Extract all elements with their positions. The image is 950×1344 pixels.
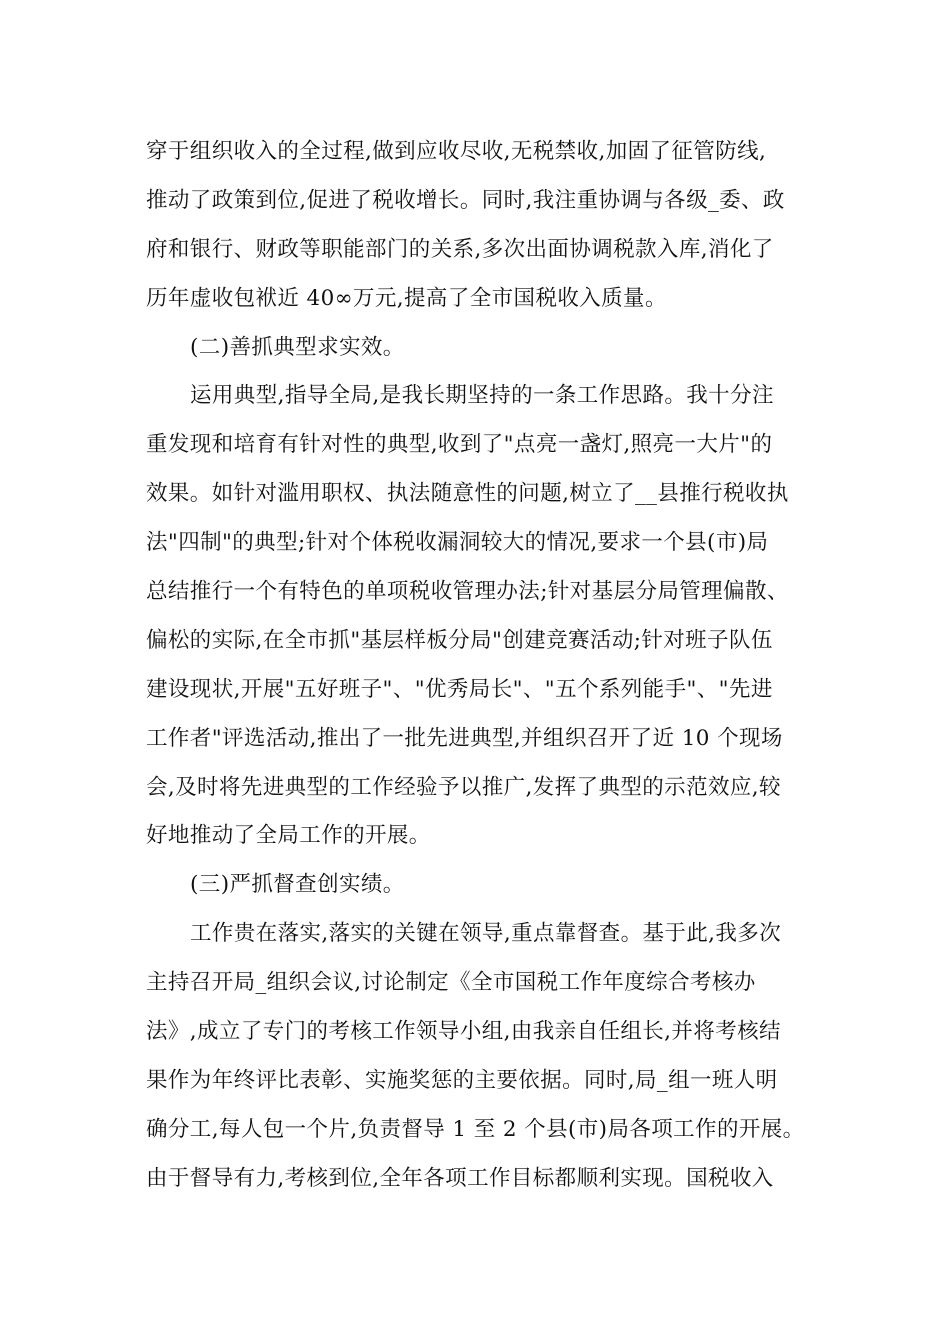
text-line: 效果。如针对滥用职权、执法随意性的问题,树立了__县推行税收执: [146, 481, 789, 507]
section-heading: (二)善抓典型求实效。: [190, 334, 405, 360]
text-line: 工作者"评选活动,推出了一批先进典型,并组织召开了近 10 个现场: [146, 725, 783, 751]
text-line: 府和银行、财政等职能部门的关系,多次出面协调税款入库,消化了: [146, 236, 774, 262]
text-line: 确分工,每人包一个片,负责督导 1 至 2 个县(市)局各项工作的开展。: [146, 1116, 805, 1142]
section-heading: (三)严抓督查创实绩。: [190, 872, 405, 898]
text-line: 总结推行一个有特色的单项税收管理办法;针对基层分局管理偏散、: [146, 579, 789, 605]
text-line: 历年虚收包袱近 40∞万元,提高了全市国税收入质量。: [146, 285, 667, 311]
paragraph-first-line: 工作贵在落实,落实的关键在领导,重点靠督查。基于此,我多次: [190, 921, 782, 947]
text-line: 好地推动了全局工作的开展。: [146, 823, 431, 849]
text-line: 建设现状,开展"五好班子"、"优秀局长"、"五个系列能手"、"先进: [146, 676, 773, 702]
text-line: 偏松的实际,在全市抓"基层样板分局"创建竞赛活动;针对班子队伍: [146, 627, 773, 653]
text-line: 推动了政策到位,促进了税收增长。同时,我注重协调与各级_委、政: [146, 187, 785, 213]
text-line: 法"四制"的典型;针对个体税收漏洞较大的情况,要求一个县(市)局: [146, 530, 769, 556]
text-line: 由于督导有力,考核到位,全年各项工作目标都顺利实现。国税收入: [146, 1165, 774, 1191]
text-line: 重发现和培育有针对性的典型,收到了"点亮一盏灯,照亮一大片"的: [146, 432, 773, 458]
text-line: 主持召开局_组织会议,讨论制定《全市国税工作年度综合考核办: [146, 970, 756, 996]
document-body: [146, 128, 826, 1204]
text-line: 会,及时将先进典型的工作经验予以推广,发挥了典型的示范效应,较: [146, 774, 781, 800]
text-line: 穿于组织收入的全过程,做到应收尽收,无税禁收,加固了征管防线,: [146, 139, 767, 164]
text-line: 果作为年终评比表彰、实施奖惩的主要依据。同时,局_组一班人明: [146, 1067, 778, 1093]
text-line: 法》,成立了专门的考核工作领导小组,由我亲自任组长,并将考核结: [146, 1019, 781, 1045]
paragraph-first-line: 运用典型,指导全局,是我长期坚持的一条工作思路。我十分注: [190, 383, 774, 409]
